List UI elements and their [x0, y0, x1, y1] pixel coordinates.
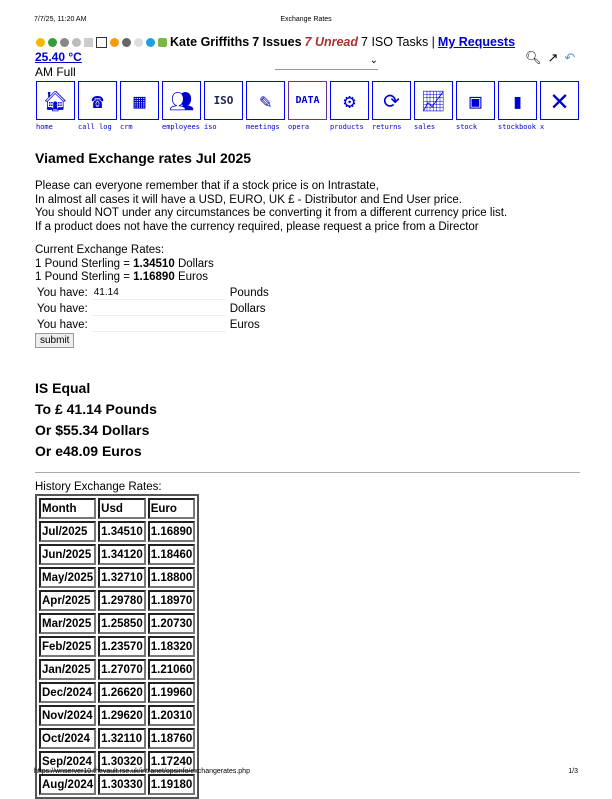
refresh-icon[interactable]: ⟳: [372, 81, 411, 120]
table-cell: 1.23570: [98, 636, 146, 657]
temperature-link[interactable]: 25.40 °C: [35, 50, 82, 64]
nav-item-meetings[interactable]: [246, 81, 285, 131]
table-row: [39, 659, 195, 680]
nav-label[interactable]: opera: [288, 123, 310, 131]
history-label: History Exchange Rates:: [35, 480, 162, 493]
table-cell: Sep/2024: [39, 751, 96, 772]
submit-button[interactable]: submit: [35, 333, 74, 348]
eur-rate-line: [35, 271, 580, 285]
table-row: [39, 567, 195, 588]
note: You should NOT under any circumstances be converting it from a different currency price list.: [35, 207, 508, 219]
table-cell: 1.32110: [98, 728, 146, 749]
nav-label[interactable]: crm: [120, 123, 133, 131]
nav-label[interactable]: sales: [414, 123, 436, 131]
gears-icon[interactable]: ⚙: [330, 81, 369, 120]
divider: [35, 472, 580, 473]
table-cell: 1.18760: [148, 728, 196, 749]
dots-icon[interactable]: [134, 38, 143, 47]
field-unit: Pounds: [229, 286, 269, 299]
table-cell: 1.29620: [98, 705, 146, 726]
table-cell: Apr/2025: [39, 590, 96, 611]
print-title: Exchange Rates: [280, 16, 332, 23]
usd-rate: 1.34510: [133, 257, 175, 270]
nav-item-products[interactable]: [330, 81, 369, 131]
table-cell: 1.30320: [98, 751, 146, 772]
table-cell: 1.18800: [148, 567, 196, 588]
table-cell: 1.25850: [98, 613, 146, 634]
table-cell: Nov/2024: [39, 705, 96, 726]
table-cell: 1.34120: [98, 544, 146, 565]
eur-unit: Euros: [177, 271, 208, 283]
info-icon[interactable]: [122, 38, 131, 47]
quick-select[interactable]: [275, 55, 378, 70]
conversion-result: [35, 378, 580, 462]
my-requests-link[interactable]: My Requests: [437, 35, 516, 49]
rate-prefix: 1 Pound Sterling =: [35, 257, 130, 270]
table-cell: 1.18320: [148, 636, 196, 657]
nav-label[interactable]: stockbook: [498, 123, 536, 131]
table-cell: 1.29780: [98, 590, 146, 611]
table-cell: Aug/2024: [39, 774, 96, 795]
house-icon[interactable]: 🏠︎: [36, 81, 75, 120]
table-cell: Jul/2025: [39, 521, 96, 542]
search-icon[interactable]: 🔍︎: [525, 50, 542, 65]
table-cell: 1.18970: [148, 590, 196, 611]
nav-item-opera[interactable]: [288, 81, 327, 131]
table-cell: 1.18460: [148, 544, 196, 565]
back-arrow-icon[interactable]: ↶: [564, 50, 576, 65]
am-status: AM Full: [35, 65, 76, 79]
box-icon[interactable]: ▣: [456, 81, 495, 120]
nav-label[interactable]: home: [36, 123, 53, 131]
nav-label[interactable]: returns: [372, 123, 402, 131]
nav-label[interactable]: products: [330, 123, 364, 131]
table-cell: May/2025: [39, 567, 96, 588]
calculator-icon[interactable]: [84, 38, 93, 47]
user-name: Kate Griffiths: [170, 35, 250, 49]
field-label: You have:: [37, 318, 88, 331]
nav-bar: [36, 81, 579, 131]
chart-folder-icon[interactable]: 📈︎: [414, 81, 453, 120]
nav-item-sales[interactable]: [414, 81, 453, 131]
chat-icon[interactable]: [146, 38, 155, 47]
table-cell: Feb/2025: [39, 636, 96, 657]
table-row: [39, 636, 195, 657]
people-icon[interactable]: 👥︎: [162, 81, 201, 120]
result-line: Or e48.09 Euros: [35, 442, 142, 459]
nav-label[interactable]: call log: [78, 123, 112, 131]
table-cell: 1.27070: [98, 659, 146, 680]
table-cell: 1.34510: [98, 521, 146, 542]
table-cell: 1.20730: [148, 613, 196, 634]
table-cell: 1.32710: [98, 567, 146, 588]
shopify-icon[interactable]: [158, 38, 167, 47]
table-cell: 1.30330: [98, 774, 146, 795]
result-line: To £ 41.14 Pounds: [35, 400, 157, 417]
field-label: You have:: [37, 286, 88, 299]
result-line: IS Equal: [35, 379, 91, 396]
nav-label[interactable]: iso: [204, 123, 217, 131]
table-row: [39, 544, 195, 565]
history-table: [35, 494, 199, 799]
table-row: [39, 728, 195, 749]
eur-rate: 1.16890: [133, 271, 175, 283]
converter-form: [35, 285, 271, 333]
table-cell: 1.19960: [148, 682, 196, 703]
nav-item-crm[interactable]: [120, 81, 159, 131]
table-cell: 1.21060: [148, 659, 196, 680]
pounds-input[interactable]: [92, 286, 226, 300]
nav-item-employees[interactable]: [162, 81, 201, 131]
result-line: Or $55.34 Dollars: [35, 421, 150, 438]
gear-icon[interactable]: [72, 38, 81, 47]
footer-page: 1/3: [568, 768, 578, 775]
book-icon[interactable]: ▮: [498, 81, 537, 120]
column-header: Month: [39, 498, 96, 519]
footer-url: https://wnserver10.thevault.rse.uk/intranet/opsinfo/exchangerates.php: [34, 768, 250, 775]
note: In almost all cases it will have a USD, EURO, UK £ - Distributor and End User price.: [35, 193, 462, 206]
table-cell: Mar/2025: [39, 613, 96, 634]
table-header: [39, 498, 195, 519]
note: If a product does not have the currency required, please request a price from a Director: [35, 220, 479, 233]
issues-count[interactable]: 7 Issues: [252, 35, 302, 49]
nav-label[interactable]: x: [540, 123, 545, 131]
field-unit: Euros: [229, 318, 260, 331]
column-header: Euro: [148, 498, 196, 519]
field-unit: Dollars: [229, 302, 266, 315]
print-date: 7/7/25, 11:20 AM: [34, 16, 87, 23]
nav-item-returns[interactable]: [372, 81, 411, 131]
iso-icon[interactable]: ISO: [204, 81, 243, 120]
usd-rate-line: [35, 258, 580, 272]
table-cell: Jun/2025: [39, 544, 96, 565]
usd-unit: Dollars: [177, 257, 214, 270]
table-cell: 1.19180: [148, 774, 196, 795]
help-icon[interactable]: [110, 38, 119, 47]
star-icon[interactable]: [36, 38, 45, 47]
table-row: [39, 682, 195, 703]
table-cell: Jan/2025: [39, 659, 96, 680]
table-cell: 1.20310: [148, 705, 196, 726]
pencil-icon[interactable]: ✎: [246, 81, 285, 120]
table-row: [39, 590, 195, 611]
table-cell: Oct/2024: [39, 728, 96, 749]
phone-icon[interactable]: ☎: [78, 81, 117, 120]
column-header: Usd: [98, 498, 146, 519]
settings-icon[interactable]: [60, 38, 69, 47]
external-link-icon[interactable]: ↗: [547, 50, 559, 65]
opera-data-icon[interactable]: DATA: [288, 81, 327, 120]
unread-count[interactable]: 7 Unread: [304, 35, 359, 49]
nav-item-stockbook[interactable]: [498, 81, 537, 131]
table-row: [39, 521, 195, 542]
nav-item-home[interactable]: [36, 81, 75, 131]
current-rates-label: Current Exchange Rates:: [35, 244, 165, 256]
table-cell: 1.26620: [98, 682, 146, 703]
iso-tasks[interactable]: 7 ISO Tasks |: [361, 35, 435, 49]
dollars-input[interactable]: [92, 302, 226, 316]
nav-item-x[interactable]: [540, 81, 579, 131]
table-cell: 1.17240: [148, 751, 196, 772]
note: Please can everyone remember that if a stock price is on Intrastate,: [35, 180, 379, 192]
field-label: You have:: [37, 302, 88, 315]
table-cell: 1.16890: [148, 521, 196, 542]
app-icon[interactable]: [48, 38, 57, 47]
page-title: Viamed Exchange rates Jul 2025: [35, 150, 252, 166]
treasure-chest-icon[interactable]: ▦: [120, 81, 159, 120]
chevron-down-icon: ⌄: [369, 55, 378, 66]
nav-label[interactable]: employees: [162, 123, 200, 131]
table-cell: Dec/2024: [39, 682, 96, 703]
nav-item-iso[interactable]: [204, 81, 243, 131]
table-row: [39, 705, 195, 726]
table-row: [39, 613, 195, 634]
rate-prefix: 1 Pound Sterling =: [35, 271, 130, 283]
euros-input[interactable]: [92, 318, 226, 332]
nav-label[interactable]: stock: [456, 123, 478, 131]
copy-icon[interactable]: [96, 37, 107, 48]
x-icon[interactable]: ✕: [540, 81, 579, 120]
nav-item-stock[interactable]: [456, 81, 495, 131]
nav-item-call-log[interactable]: [78, 81, 117, 131]
top-bar: [36, 35, 515, 49]
nav-label[interactable]: meetings: [246, 123, 280, 131]
